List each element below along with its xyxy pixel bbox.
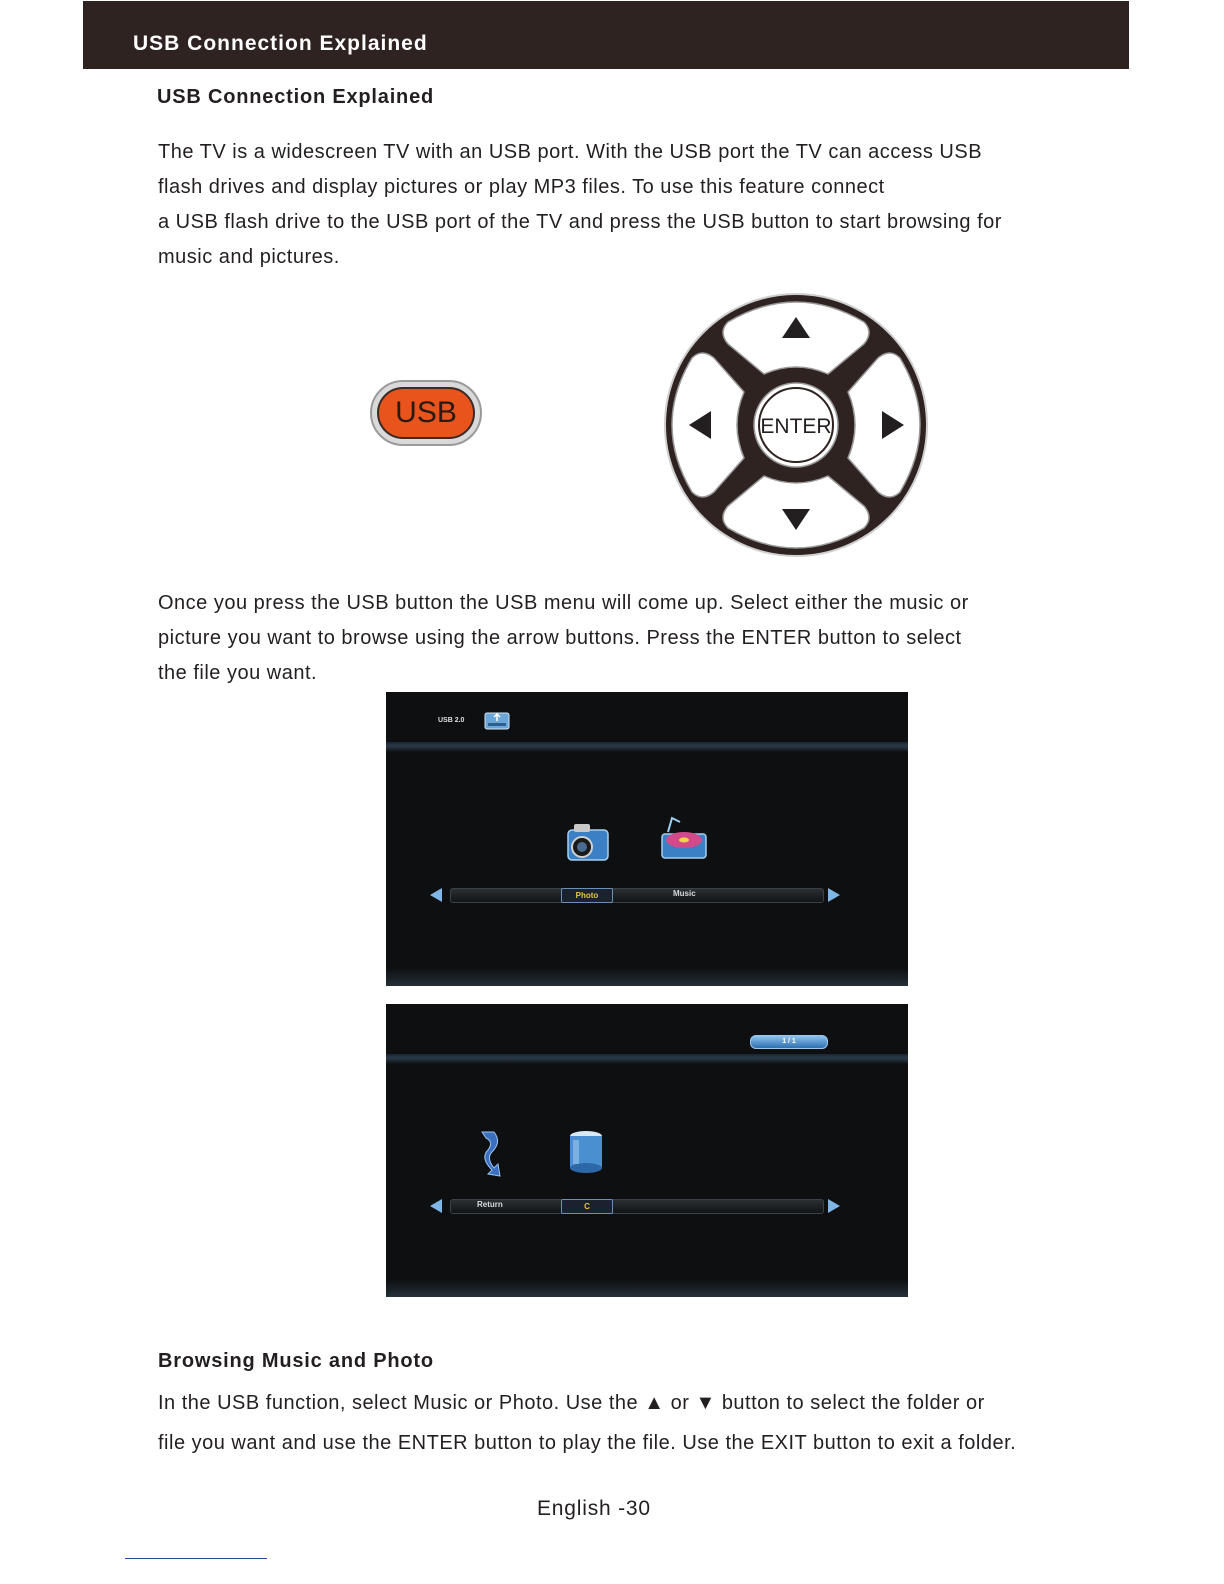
or-text: or: [670, 1392, 690, 1414]
usb-button-label: USB: [377, 387, 475, 439]
intro-line: music and pictures.: [158, 246, 340, 268]
usb-folder-screenshot: [386, 1004, 908, 1297]
scroll-right-arrow-icon[interactable]: [828, 1199, 840, 1213]
scroll-right-arrow-icon[interactable]: [828, 888, 840, 902]
enter-label: ENTER: [760, 415, 832, 438]
scroll-left-arrow-icon[interactable]: [430, 1199, 442, 1213]
intro-line: flash drives and display pictures or play MP3 files. To use this feature connect: [158, 176, 885, 198]
folder-item-return[interactable]: Return: [477, 1200, 503, 1209]
browsing-text-b: button to select the folder or: [721, 1392, 985, 1414]
menu-item-music[interactable]: Music: [673, 889, 696, 898]
section-heading-browsing: Browsing Music and Photo: [158, 1350, 434, 1372]
menu-selection-bar: [450, 888, 824, 903]
usb-drive-icon: [484, 711, 510, 731]
menu-line: picture you want to browse using the arrow buttons. Press the ENTER button to select: [158, 627, 962, 649]
usb-remote-button-illustration: [370, 380, 482, 446]
scroll-left-arrow-icon[interactable]: [430, 888, 442, 902]
drive-icon: [568, 1130, 604, 1174]
dpad-illustration: [662, 292, 930, 558]
return-icon: [476, 1128, 506, 1178]
usb-menu-screenshot: [386, 692, 908, 986]
down-triangle-icon: ▼: [695, 1392, 716, 1414]
browsing-text-a: In the USB function, select Music or Photo. Use the: [158, 1392, 639, 1414]
menu-line: the file you want.: [158, 662, 318, 684]
usb-menu-paragraph: [158, 586, 1098, 691]
folder-item-c-label: C: [584, 1202, 590, 1211]
section-heading-usb: USB Connection Explained: [157, 86, 435, 108]
music-icon: [658, 814, 710, 864]
page-number: English -30: [537, 1497, 651, 1520]
intro-line: a USB flash drive to the USB port of the TV and press the USB button to start browsing for: [158, 211, 1002, 233]
page-indicator: 1 / 1: [750, 1035, 828, 1049]
menu-line: Once you press the USB button the USB menu will come up. Select either the music or: [158, 592, 969, 614]
browsing-paragraph: [158, 1383, 1158, 1463]
menu-item-photo[interactable]: [561, 888, 613, 903]
footer-rule: [125, 1558, 267, 1559]
intro-line: The TV is a widescreen TV with an USB port. With the USB port the TV can access USB: [158, 141, 983, 163]
browsing-line-1: [158, 1383, 1158, 1423]
intro-paragraph: [158, 135, 1098, 275]
usb-version-label: USB 2.0: [438, 717, 465, 724]
menu-item-photo-label: Photo: [575, 891, 599, 900]
up-triangle-icon: ▲: [644, 1392, 665, 1414]
camera-icon: [564, 820, 612, 864]
header-bar: [83, 1, 1129, 69]
folder-item-c[interactable]: [561, 1199, 613, 1214]
folder-selection-bar: [450, 1199, 824, 1214]
browsing-line-2: file you want and use the ENTER button to play the file. Use the EXIT button to exit a folder.: [158, 1432, 1017, 1454]
header-title: USB Connection Explained: [133, 32, 428, 55]
